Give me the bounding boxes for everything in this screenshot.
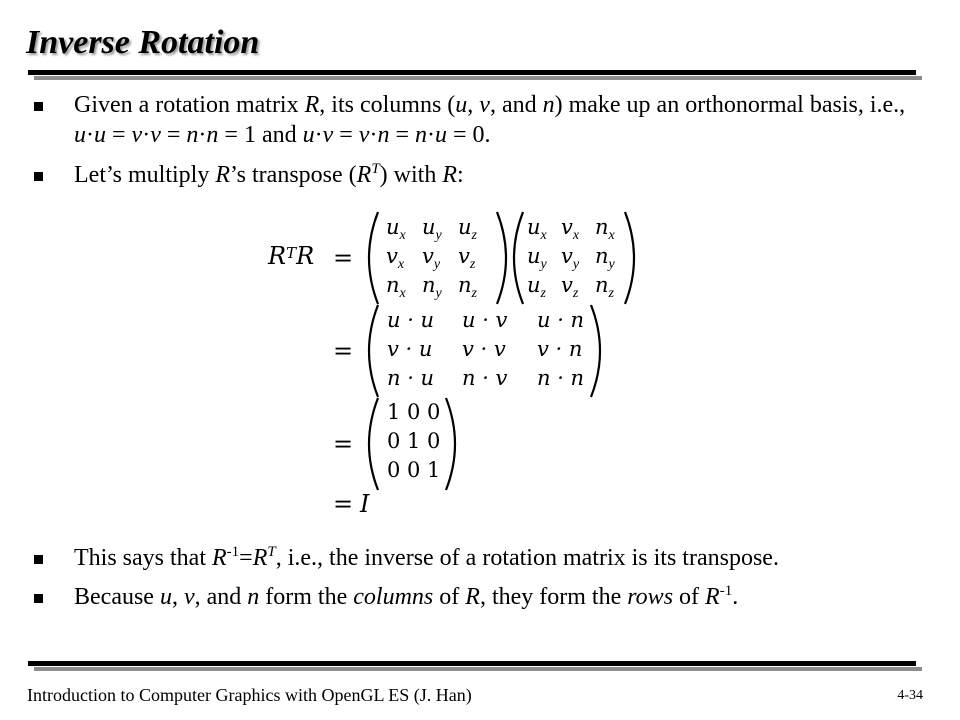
- matrix-cell: nx: [595, 215, 615, 243]
- slide-title: Inverse Rotation: [26, 24, 260, 61]
- var-v: v: [358, 122, 370, 148]
- lhs: [268, 242, 314, 270]
- superscript-T: T: [286, 243, 297, 262]
- right-paren: [625, 212, 634, 304]
- var-n: n: [186, 122, 199, 148]
- var-R: R: [304, 92, 320, 118]
- left-paren: [369, 212, 378, 304]
- matrix-cell: 0: [427, 429, 441, 453]
- dot: ·: [314, 122, 323, 148]
- var-R: R: [212, 545, 227, 571]
- text: , i.e., the inverse of a rotation matrix is its transpose.: [275, 545, 779, 571]
- matrix-cell: n · u: [387, 366, 435, 390]
- text: , and: [194, 584, 248, 610]
- matrix-cell: v · v: [462, 337, 506, 361]
- matrix-cell: 0: [427, 400, 441, 424]
- right-paren: [591, 305, 600, 397]
- matrix-cell: vx: [561, 215, 580, 243]
- matrix-cell: n · n: [537, 366, 585, 390]
- matrix-cell: uz: [527, 273, 546, 301]
- var-u: u: [435, 122, 447, 148]
- var-R: R: [356, 162, 372, 188]
- text: , its columns (: [319, 92, 456, 118]
- text: = 0.: [447, 122, 491, 148]
- page-number: 4-34: [897, 688, 923, 703]
- matrix-cell: uz: [458, 215, 477, 243]
- equals-sign: =: [333, 244, 354, 272]
- var-R: R: [252, 545, 268, 571]
- matrix-cell: ny: [422, 273, 442, 301]
- matrix-cell: u · n: [537, 308, 585, 332]
- matrix-cell: ux: [386, 215, 406, 243]
- matrix-cell: vy: [422, 244, 441, 272]
- var-R: R: [268, 242, 287, 270]
- matrix-cell: ux: [527, 215, 547, 243]
- equals-sign: =: [333, 490, 354, 518]
- emph-rows: rows: [627, 584, 674, 610]
- matrix-cell: nx: [386, 273, 406, 301]
- equals-sign: =: [333, 430, 354, 458]
- text: Given a rotation matrix: [74, 92, 305, 118]
- var-n: n: [377, 122, 390, 148]
- matrix-cell: vz: [458, 244, 476, 272]
- var-n: n: [542, 92, 555, 118]
- var-n: n: [206, 122, 219, 148]
- matrix-cell: v · n: [537, 337, 583, 361]
- bullet-square-icon: [34, 555, 43, 564]
- footer-rule: [28, 661, 916, 666]
- text: ) with: [379, 162, 443, 188]
- text: ) make up an orthonormal basis, i.e.,: [554, 92, 906, 118]
- var-u: u: [94, 122, 106, 148]
- matrix-cell: 0: [407, 400, 421, 424]
- matrix-cell: n · v: [462, 366, 508, 390]
- text: of: [673, 584, 706, 610]
- matrix-cell: uy: [527, 244, 547, 272]
- bullet-list-bottom: [34, 543, 914, 612]
- dot: ·: [86, 122, 94, 148]
- left-paren: [369, 305, 378, 397]
- dot: ·: [142, 122, 151, 148]
- var-u: u: [302, 122, 315, 148]
- bullet-square-icon: [34, 594, 43, 603]
- var-u: u: [455, 92, 468, 118]
- dot: ·: [369, 122, 378, 148]
- text: ,: [467, 92, 480, 118]
- var-u: u: [74, 122, 86, 148]
- bullet-inverse: [34, 543, 914, 573]
- var-v: v: [322, 122, 334, 148]
- text: =: [160, 122, 187, 148]
- superscript-minus-one: -1: [719, 583, 733, 599]
- matrix-cell: 1: [387, 400, 401, 424]
- matrix-cell: nz: [595, 273, 614, 301]
- matrix-cell: vy: [561, 244, 580, 272]
- text: =: [389, 122, 415, 148]
- bullet-rows: [34, 582, 914, 612]
- var-v: v: [479, 92, 490, 118]
- dot: ·: [427, 122, 435, 148]
- matrix-cell: 1: [407, 429, 421, 453]
- footer-rule-shadow: [34, 667, 922, 671]
- matrix-cell: nz: [458, 273, 477, 301]
- var-v: v: [131, 122, 143, 148]
- matrix-cell: 0: [387, 458, 401, 482]
- matrix-cell: u · v: [462, 308, 508, 332]
- matrix-cell: 1: [427, 458, 441, 482]
- var-v: v: [183, 584, 195, 610]
- text: , they form the: [479, 584, 628, 610]
- text: =: [106, 122, 132, 148]
- matrix-cell: v · u: [387, 337, 433, 361]
- matrix-cell: vx: [386, 244, 405, 272]
- right-paren: [446, 398, 455, 490]
- var-R: R: [465, 584, 480, 610]
- matrix-cell: u · u: [387, 308, 435, 332]
- dot: ·: [198, 122, 207, 148]
- text: This says that: [74, 545, 212, 571]
- var-R: R: [215, 162, 230, 188]
- var-R: R: [705, 584, 720, 610]
- matrix-cell: ny: [595, 244, 615, 272]
- text: Because: [74, 584, 160, 610]
- matrix-cell: 0: [407, 458, 421, 482]
- left-paren: [369, 398, 378, 490]
- equals-sign: =: [333, 337, 354, 365]
- text: ,: [171, 584, 184, 610]
- text: =: [333, 122, 359, 148]
- text: :: [457, 162, 464, 188]
- text: , and: [489, 92, 543, 118]
- superscript-T: T: [267, 544, 276, 560]
- var-n: n: [247, 584, 260, 610]
- var-n: n: [415, 122, 427, 148]
- text: .: [732, 584, 739, 610]
- var-R: R: [442, 162, 458, 188]
- footer-text: Introduction to Computer Graphics with OpenGL ES (J. Han): [27, 685, 472, 705]
- superscript-T: T: [371, 161, 380, 177]
- text: ’s transpose (: [230, 162, 357, 188]
- text: Let’s multiply: [74, 162, 216, 188]
- text: =: [239, 545, 253, 571]
- identity-symbol: I: [360, 490, 370, 518]
- var-R: R: [296, 242, 315, 270]
- matrix-cell: uy: [422, 215, 442, 243]
- text: of: [433, 584, 466, 610]
- var-u: u: [159, 584, 172, 610]
- text: = 1 and: [218, 122, 303, 148]
- right-paren: [497, 212, 506, 304]
- matrix-cell: vz: [561, 273, 579, 301]
- text: form the: [259, 584, 354, 610]
- left-paren: [514, 212, 523, 304]
- matrix-cell: 0: [387, 429, 401, 453]
- superscript-minus-one: -1: [226, 544, 240, 560]
- var-v: v: [150, 122, 161, 148]
- emph-columns: columns: [353, 584, 434, 610]
